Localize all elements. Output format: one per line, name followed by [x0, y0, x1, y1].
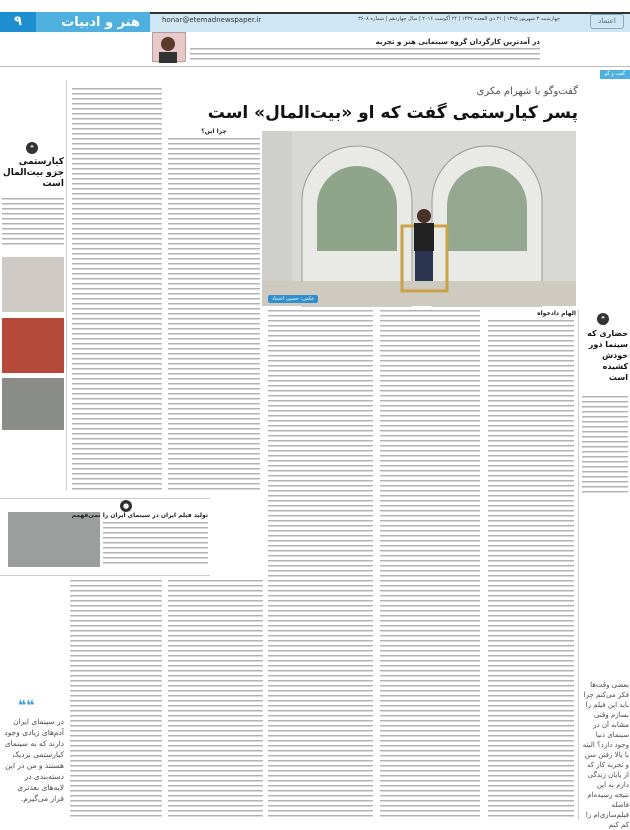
article-column	[488, 320, 574, 820]
article-headline: پسر کیارستمی گفت که او «بیت‌المال» است	[207, 103, 578, 123]
bio-text	[190, 48, 540, 62]
article-kicker: گفت‌وگو با شهرام مکری	[476, 86, 578, 97]
article-column	[168, 138, 260, 491]
quote-icon: ❝	[597, 313, 609, 325]
side-photo	[2, 378, 64, 430]
article-column	[268, 310, 373, 820]
article-column	[380, 310, 480, 820]
article-column	[72, 88, 162, 491]
email-link[interactable]: honar@etemadnewspaper.ir	[162, 16, 262, 24]
photo-credit: عکس: حسین اعتماد	[268, 295, 318, 303]
section-title: هنر و ادبیات	[0, 12, 150, 32]
left-box-text	[2, 198, 64, 248]
byline: الهام دادخواه	[537, 310, 576, 317]
bio-title: در آمدترین کارگردان گروه سینمایی هنر و تجربه	[375, 38, 540, 46]
quote-icon: ❝	[26, 142, 38, 154]
film-photo	[8, 512, 100, 567]
right-box-title: حضاری که سینما دور خودش کشیده است	[587, 329, 628, 382]
film-box-title: تولید فیلم ایران در سینمای ایران را نمی‌فهمم	[71, 512, 208, 519]
quote-icon: ❝❝	[18, 698, 35, 714]
article-column	[70, 580, 162, 820]
section-tag: گفت و گو	[600, 70, 630, 79]
left-pull-quote: در سینمای ایران آدم‌های زیادی وجود دارند که به سینمای کیارستمی نزدیک هستند و من در این دسته‌بندی در لایه‌های بعدتری قرار می‌گیرم.	[4, 717, 64, 803]
article-column	[168, 580, 263, 820]
side-photo	[2, 257, 64, 312]
left-box-title: کیارستمی جزو بیت‌المال است	[2, 157, 64, 189]
article-photo	[262, 131, 576, 306]
film-box-text	[103, 522, 208, 567]
page-number: ۹	[0, 12, 36, 32]
issue-date: چهارشنبه ۳ شهریور ۱۳۹۵ | ۲۱ ذی القعده ۱۴۳۷ | ۲۴ آگوست ۲۰۱۶ | سال چهاردهم | شماره ۳۶۰۸	[358, 16, 560, 22]
column-heading: چرا این؟	[201, 128, 227, 135]
divider	[0, 66, 630, 67]
divider	[66, 80, 67, 490]
newspaper-logo: اعتماد	[590, 14, 624, 29]
film-icon: ●	[120, 500, 132, 512]
divider	[578, 310, 579, 820]
right-pull-quote: بعضی وقت‌ها فکر می‌کنم چرا باید این فیلم را بسازم وقتی مشابه آن در سینمای دنیا وجود دارد؟ البته با بالا رفتن سن و تجربه کار که از پایان زندگی دارم به این نتیجه رسیده‌ام فاصله فیلم‌سازی‌ام را کم کنم	[582, 681, 629, 829]
author-photo	[152, 32, 186, 62]
side-photo	[2, 318, 64, 373]
right-box-text	[582, 396, 628, 496]
